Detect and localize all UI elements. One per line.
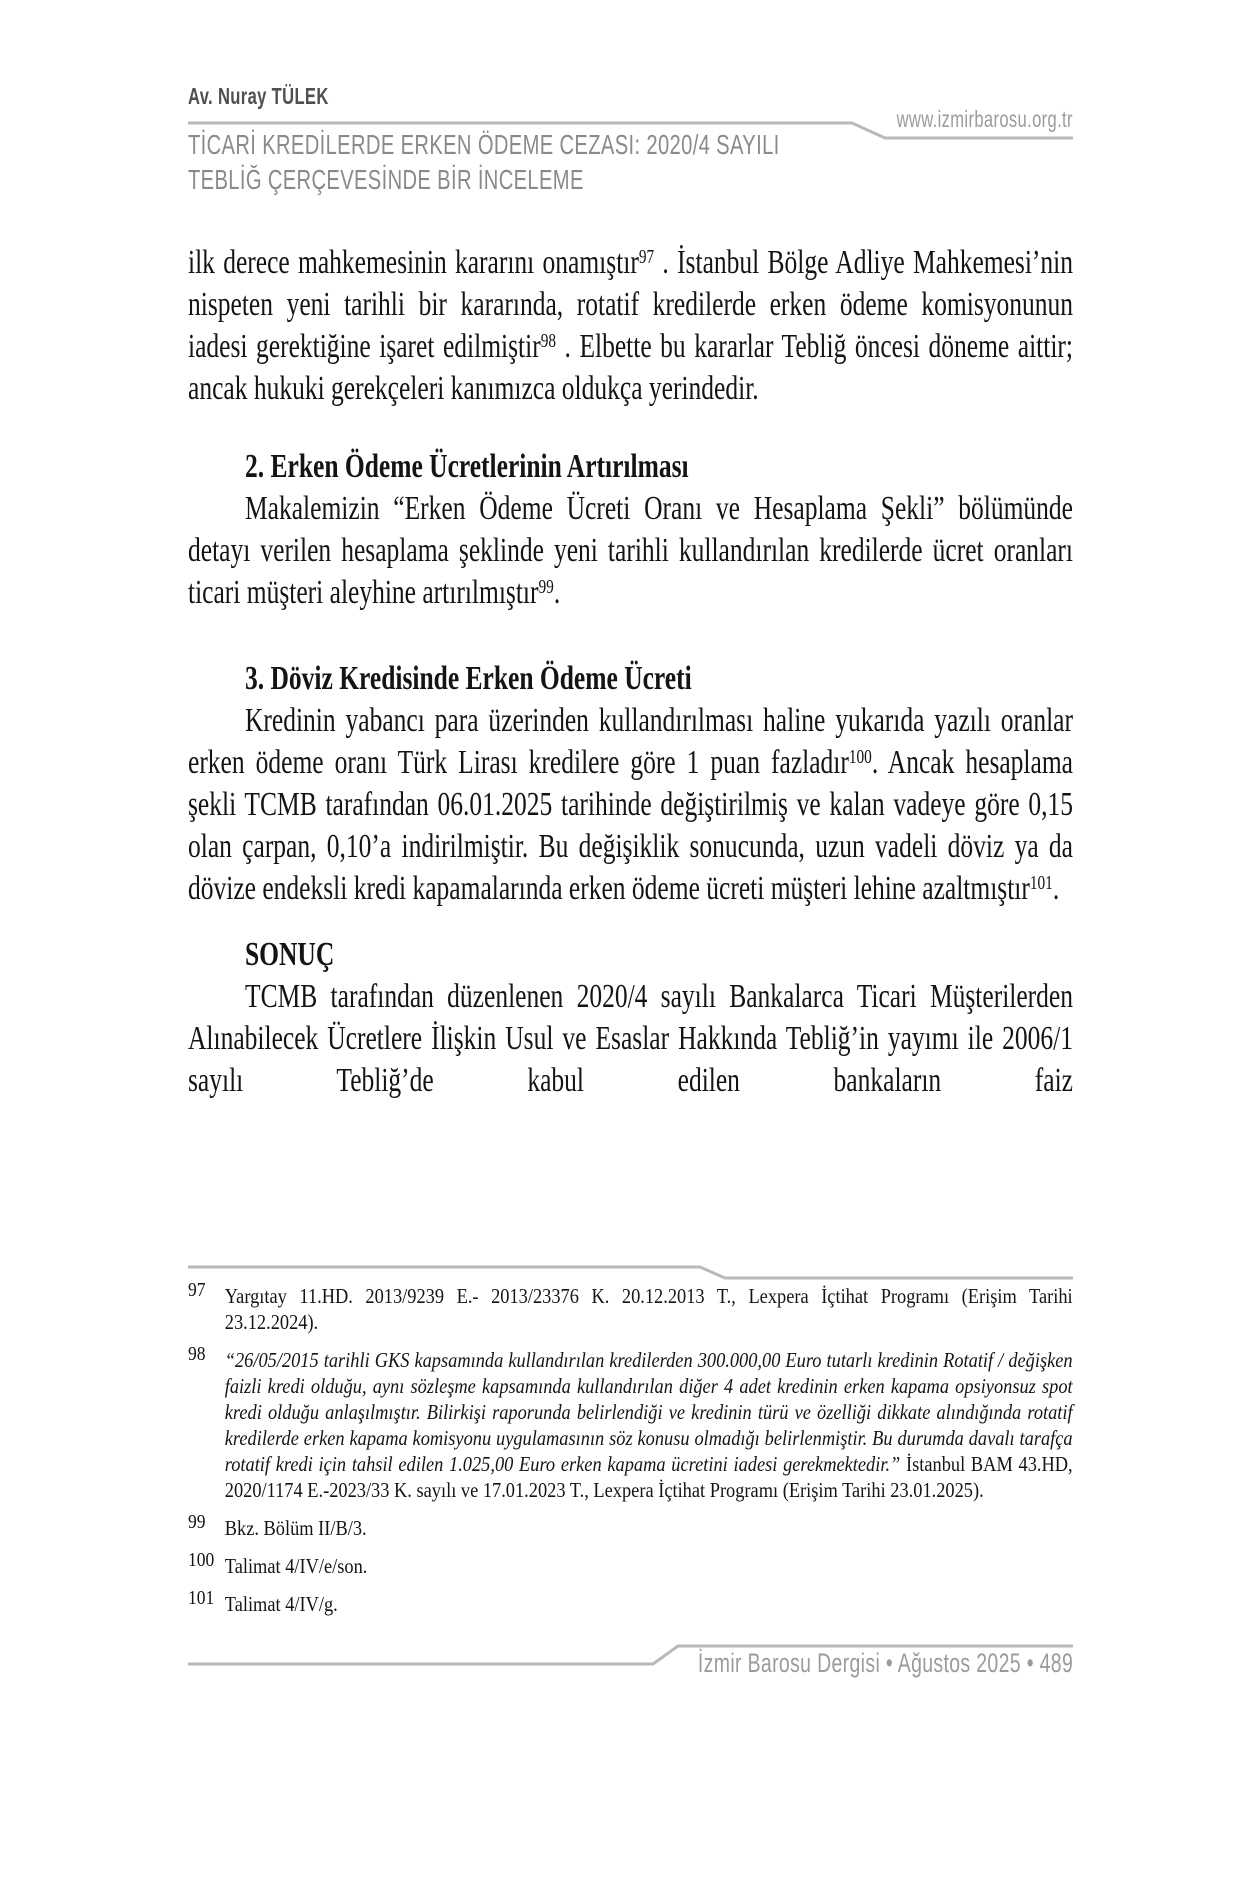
article-title-line-2: TEBLİĞ ÇERÇEVESİNDE BİR İNCELEME bbox=[188, 164, 584, 195]
journal-footer-page-info: İzmir Barosu Dergisi • Ağustos 2025 • 489 bbox=[697, 1648, 1073, 1678]
footnote-text: Talimat 4/IV/g. bbox=[224, 1592, 338, 1616]
article-title bbox=[188, 127, 780, 197]
footnotes bbox=[188, 1279, 1073, 1629]
footnote bbox=[188, 1279, 1073, 1335]
footnote-text: Talimat 4/IV/e/son. bbox=[224, 1554, 368, 1578]
article-title-line-1: TİCARİ KREDİLERDE ERKEN ÖDEME CEZASI: 2020/4 SAYILI bbox=[188, 129, 780, 160]
footnote-number: 101 bbox=[188, 1587, 215, 1609]
conclusion-heading: SONUÇ bbox=[245, 936, 335, 973]
journal-website-url: www.izmirbarosu.org.tr bbox=[896, 106, 1073, 132]
paragraph: Kredinin yabancı para üzerinden kullandırılması haline yukarıda yazılı oranlar erken ödeme oranı Türk Lirası kredilere göre 1 puan fazladır$^{100}$. Ancak hesaplama şekli TCMB tarafından 06.01.2025 tarihinde değiştirilmiş ve kalan vadeye göre 0,15 olan çarpan, 0,10’a indirilmiştir. Bu değişiklik sonucunda, uzun vadeli döviz ya da dövize endeksli kredi kapamalarında erken ödeme ücreti müşteri lehine azaltmıştır$^{101}$. bbox=[188, 702, 1073, 907]
paragraph: TCMB tarafından düzenlenen 2020/4 sayılı Bankalarca Ticari Müşterilerden Alınabilecek Ücretlere İlişkin Usul ve Esaslar Hakkında Tebliğ’in yayımı ile 2006/1 sayılı Tebliğ’de kabul edilen bankaların faiz bbox=[188, 978, 1073, 1099]
section-heading-3: 3. Döviz Kredisinde Erken Ödeme Ücreti bbox=[245, 660, 692, 697]
author-name: Av. Nuray TÜLEK bbox=[188, 83, 329, 109]
article-body bbox=[188, 242, 1073, 1102]
footnote-number: 100 bbox=[188, 1549, 215, 1571]
footnote-text: Yargıtay 11.HD. 2013/9239 E.- 2013/23376 K. 20.12.2013 T., Lexpera İçtihat Programı (Erişim Tarihi 23.12.2024). bbox=[224, 1284, 1073, 1334]
footnote-text: “26/05/2015 tarihli GKS kapsamında kullandırılan kredilerden 300.000,00 Euro tutarlı kredinin Rotatif / değişken faizli kredi olduğu, aynı sözleşme kapsamında kullandırılan diğer 4 adet kredinin erken kapama opsiyonsuz spot kredi olduğu anlaşılmıştır. Bilirkişi raporunda belirlendiği ve kredinin türü ve özelliği dikkate alındığında rotatif kredilerde erken kapama komisyonu uygulamasının söz konusu olmadığı belirlenmiştir. Bu durumda davalı tarafça rotatif kredi için tahsil edilen 1.025,00 Euro erken kapama ücretini iadesi gerekmektedir.” İstanbul BAM 43.HD, 2020/1174 E.-2023/33 K. sayılı ve 17.01.2023 T., Lexpera İçtihat Programı (Erişim Tarihi 23.01.2025). bbox=[224, 1348, 1073, 1502]
footnote bbox=[188, 1549, 1073, 1579]
footnote-number: 99 bbox=[188, 1511, 206, 1533]
footnote-separator-rule bbox=[188, 1265, 1073, 1281]
section-heading-2: 2. Erken Ödeme Ücretlerinin Artırılması bbox=[245, 448, 689, 485]
footnote-number: 97 bbox=[188, 1279, 206, 1301]
paragraph-continued: ilk derece mahkemesinin kararını onamıştır$^{97}$ . İstanbul Bölge Adliye Mahkemesi’nin nispeten yeni tarihli bir kararında, rotatif kredilerde erken ödeme komisyonunun iadesi gerektiğine işaret edilmiştir$^{98}$ . Elbette bu kararlar Tebliğ öncesi döneme aittir; ancak hukuki gerekçeleri kanımızca oldukça yerindedir. bbox=[188, 244, 1073, 407]
footnote-number: 98 bbox=[188, 1343, 206, 1365]
footnote bbox=[188, 1343, 1073, 1503]
footnote-text: Bkz. Bölüm II/B/3. bbox=[224, 1516, 367, 1540]
footnote bbox=[188, 1587, 1073, 1617]
footnote bbox=[188, 1511, 1073, 1541]
paragraph: Makalemizin “Erken Ödeme Ücreti Oranı ve Hesaplama Şekli” bölümünde detayı verilen hesaplama şeklinde yeni tarihli kullandırılan kredilerde ücret oranları ticari müşteri aleyhine artırılmıştır$^{99}$. bbox=[188, 490, 1073, 611]
